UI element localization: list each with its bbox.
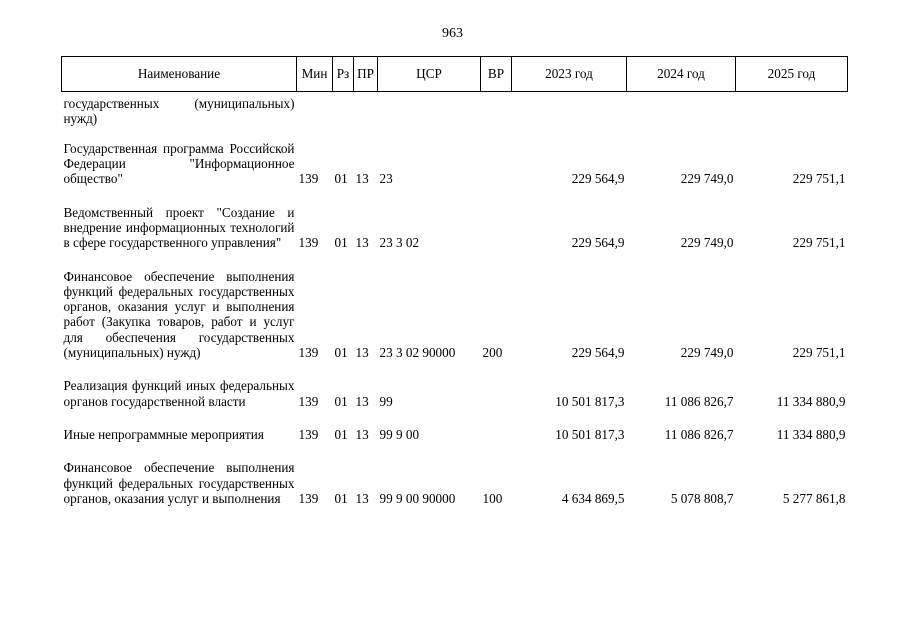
header-rz: Рз <box>333 57 354 92</box>
row-csr: 23 3 02 <box>379 235 420 251</box>
row-name: государственных (муниципальных) нужд) <box>63 96 295 127</box>
row-csr: 23 3 02 90000 <box>379 345 456 361</box>
row-min: 139 <box>298 235 319 251</box>
table-row <box>62 378 848 427</box>
row-vr <box>481 427 512 460</box>
header-name: Наименование <box>62 57 297 92</box>
row-2025: 11 334 880,9 <box>776 427 846 442</box>
row-min: 139 <box>298 345 319 361</box>
table-row <box>62 141 848 205</box>
row-2025: 229 751,1 <box>792 171 846 187</box>
row-min: 139 <box>298 490 319 506</box>
row-rz: 01 <box>334 171 348 187</box>
row-2023: 10 501 817,3 <box>555 393 625 409</box>
header-pr: ПР <box>354 57 378 92</box>
table-row <box>62 92 848 141</box>
row-2025: 229 751,1 <box>792 235 846 251</box>
row-vr <box>481 92 512 141</box>
header-2023: 2023 год <box>512 57 627 92</box>
header-vr: ВР <box>481 57 512 92</box>
row-2025: 11 334 880,9 <box>776 393 846 409</box>
row-min: 139 <box>298 427 319 442</box>
row-2023: 229 564,9 <box>571 235 625 251</box>
table-row <box>62 460 848 506</box>
row-csr: 99 9 00 <box>379 427 420 442</box>
header-row <box>62 57 848 92</box>
row-pr: 13 <box>355 345 369 361</box>
table-row <box>62 269 848 379</box>
row-2024: 229 749,0 <box>680 345 734 361</box>
row-rz <box>333 92 354 141</box>
row-2024: 229 749,0 <box>680 171 734 187</box>
page-number: 963 <box>442 26 463 41</box>
header-min: Мин <box>297 57 333 92</box>
row-min: 139 <box>298 393 319 409</box>
table-row <box>62 205 848 269</box>
row-vr: 100 <box>482 490 503 506</box>
header-csr: ЦСР <box>378 57 481 92</box>
row-rz: 01 <box>334 345 348 361</box>
header-2024: 2024 год <box>627 57 736 92</box>
table-row <box>62 427 848 460</box>
row-rz: 01 <box>334 427 348 442</box>
budget-table <box>61 56 848 506</box>
row-2023 <box>512 92 627 141</box>
row-name: Ведомственный проект "Создание и внедрение информационных технологий в сфере государственного управления" <box>63 204 295 251</box>
row-pr: 13 <box>355 393 369 409</box>
row-rz: 01 <box>334 490 348 506</box>
row-pr: 13 <box>355 171 369 187</box>
row-pr: 13 <box>355 490 369 506</box>
row-2023: 229 564,9 <box>571 171 625 187</box>
row-pr <box>354 92 378 141</box>
row-vr <box>481 378 512 427</box>
row-2023: 229 564,9 <box>571 345 625 361</box>
row-2024: 11 086 826,7 <box>664 393 734 409</box>
row-2025: 229 751,1 <box>792 345 846 361</box>
header-2025: 2025 год <box>736 57 848 92</box>
row-2024: 229 749,0 <box>680 235 734 251</box>
row-name: Финансовое обеспечение выполнения функций федеральных государственных органов, оказания услуг и выполнения <box>63 460 295 506</box>
row-vr <box>481 205 512 269</box>
row-csr: 23 <box>379 171 393 187</box>
row-name: Финансовое обеспечение выполнения функций федеральных государственных органов, оказания услуг и выполнения работ (Закупка товаров, работ и услуг для обеспечения государственных (муниципальных) нужд) <box>63 268 295 361</box>
row-csr: 99 <box>379 393 393 409</box>
row-vr: 200 <box>482 345 503 361</box>
row-2024: 11 086 826,7 <box>664 427 734 442</box>
row-2025: 5 277 861,8 <box>782 490 846 506</box>
row-name: Иные непрограммные мероприятия <box>63 427 264 442</box>
row-name: Государственная программа Российской Федерации "Информационное общество" <box>63 140 295 187</box>
row-pr: 13 <box>355 235 369 251</box>
row-csr <box>378 92 481 141</box>
row-vr <box>481 141 512 205</box>
row-2023: 10 501 817,3 <box>555 427 625 442</box>
row-rz: 01 <box>334 393 348 409</box>
row-pr: 13 <box>355 427 369 442</box>
row-min: 139 <box>298 171 319 187</box>
row-2025 <box>736 92 848 141</box>
row-min <box>297 92 333 141</box>
row-rz: 01 <box>334 235 348 251</box>
row-csr: 99 9 00 90000 <box>379 490 456 506</box>
row-name: Реализация функций иных федеральных органов государственной власти <box>63 378 295 409</box>
row-2024: 5 078 808,7 <box>670 490 734 506</box>
row-2023: 4 634 869,5 <box>561 490 625 506</box>
row-2024 <box>627 92 736 141</box>
